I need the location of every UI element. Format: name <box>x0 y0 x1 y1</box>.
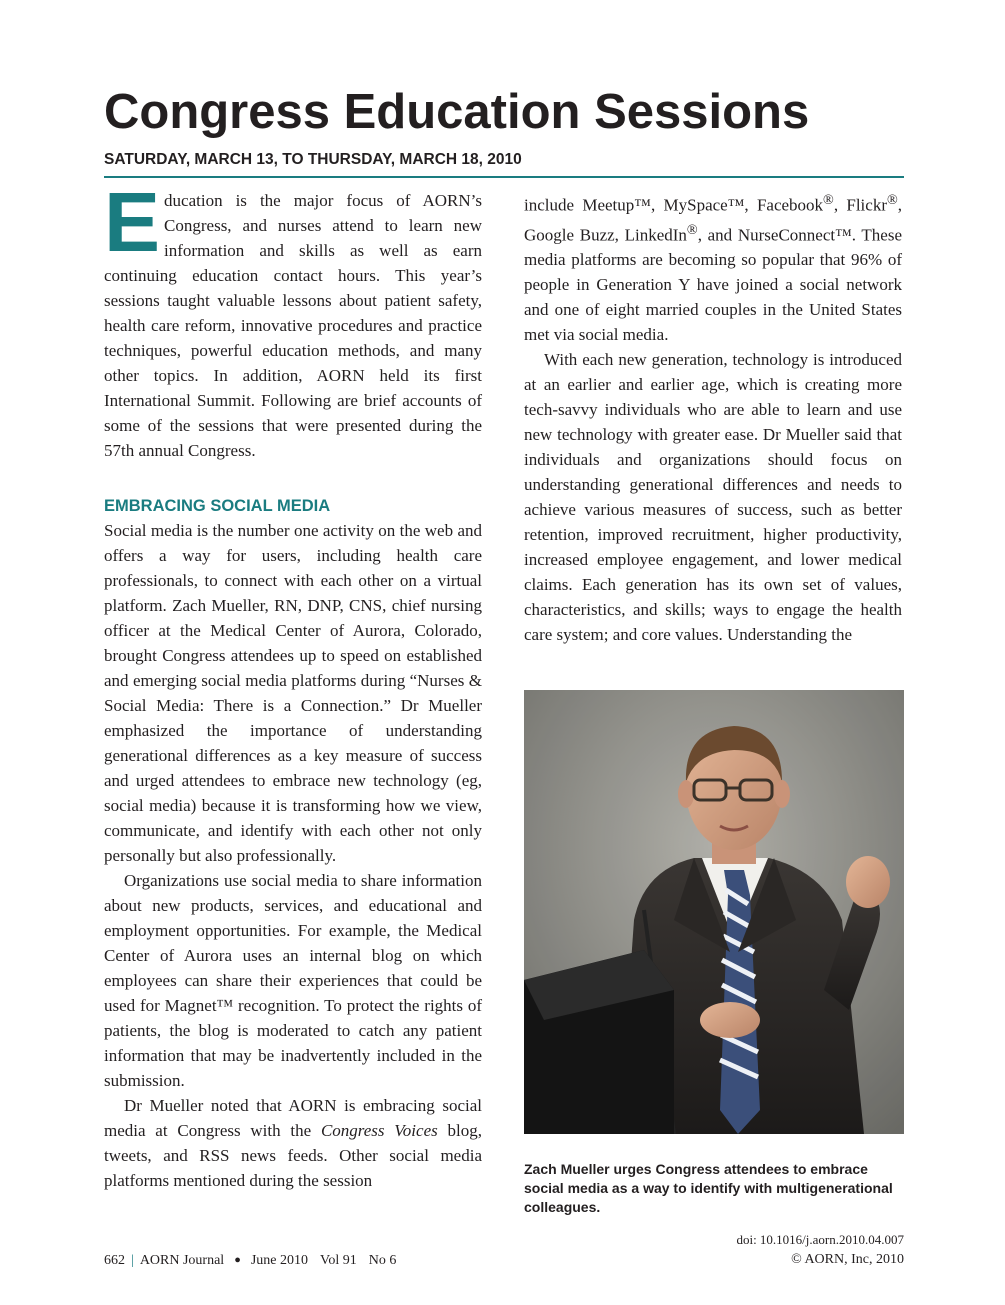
body-text: , Google Buzz, LinkedIn <box>524 195 903 245</box>
intro-paragraph <box>104 175 482 463</box>
page-footer <box>104 1250 396 1271</box>
body-text: include Meetup™, MySpace™, Facebook <box>524 195 824 215</box>
speaker-photo <box>524 690 904 1134</box>
article-title: Congress Education Sessions <box>104 85 810 139</box>
copyright: © AORN, Inc, 2010 <box>791 1252 904 1267</box>
registered-mark: ® <box>887 192 898 208</box>
registered-mark: ® <box>823 192 834 208</box>
citation-info <box>736 1230 904 1270</box>
footer-separator: | <box>131 1253 134 1268</box>
page-number: 662 <box>104 1253 125 1268</box>
speaker-photo-illustration <box>524 690 904 1134</box>
body-paragraph: Organizations use social media to share information about new products, services, and educational and employment opportunities. For example, the Medical Center of Aurora uses an internal blog on which employees can share their experiences that could be used for Magnet™ recognition. To protect the rights of patients, the blog is moderated to catch any patient information that may be inadvertently included in the submission. <box>104 871 482 1090</box>
title-divider <box>104 176 904 178</box>
body-paragraph <box>524 188 902 347</box>
intro-text: ducation is the major focus of AORN’s Congress, and nurses attend to learn new information and skills as well as earn continuing education contact hours. This year’s sessions taught valuable lessons about patient safety, health care reform, innovative procedures and practice techniques, powerful education methods, and many other topics. In addition, AORN held its first International Summit. Following are brief accounts of some of the sessions that were presented during the 57th annual Congress. <box>104 191 482 460</box>
body-text: blog, tweets, and RSS news feeds. Other social media platforms mentioned during the session <box>104 1121 482 1190</box>
body-paragraph <box>104 1093 482 1193</box>
body-text: Dr Mueller noted that AORN is embracing social media at Congress with the <box>104 1096 482 1140</box>
body-paragraph: With each new generation, technology is introduced at an earlier and earlier age, which is creating more tech-savvy individuals who are able to learn and use new technology with greater ease. Dr Mueller said that individuals and organizations should focus on understanding generational differences and needs to achieve various measures of success, such as better retention, improved recruitment, higher productivity, increased employee engagement, and lower medical claims. Each generation has its own set of values, characteristics, and skills; ways to engage the health care system; and core values. Understanding the <box>524 350 902 645</box>
volume: Vol 91 <box>320 1253 357 1268</box>
body-paragraph: Social media is the number one activity on the web and offers a way for users, including health care professionals, to connect with each other on a virtual platform. Zach Mueller, RN, DNP, CNS, chief nursing officer at the Medical Center of Aurora, Colorado, brought Congress attendees up to speed on established and emerging social media platforms during “Nurses & Social Media: There is a Connection.” Dr Mueller emphasized the importance of understanding generational differences as a key measure of success and urged attendees to embrace new technology (eg, social media) because it is transforming how we view, communicate, and identify with each other not only personally but also professionally. <box>104 521 482 865</box>
text-column-right <box>524 188 902 647</box>
issue-number: No 6 <box>368 1253 397 1268</box>
doi-link[interactable]: doi: 10.1016/j.aorn.2010.04.007 <box>736 1232 904 1247</box>
drop-cap: E <box>104 175 161 269</box>
photo-caption: Zach Mueller urges Congress attendees to embrace social media as a way to identify with multigenerational colleagues. <box>524 1161 893 1215</box>
body-text: , Flickr <box>833 195 887 215</box>
issue-date: June 2010 <box>250 1253 309 1268</box>
body-text: , and NurseConnect™. These media platforms are becoming so popular that 96% of people in Generation Y have joined a social network and one of eight married couples in the United States met via social media. <box>524 225 902 345</box>
bullet-icon: ● <box>234 1254 241 1266</box>
article-dateline: SATURDAY, MARCH 13, TO THURSDAY, MARCH 18, 2010 <box>104 151 522 168</box>
registered-mark: ® <box>686 221 698 238</box>
blog-name: Congress Voices <box>320 1121 438 1140</box>
text-column-left <box>104 175 482 1193</box>
section-heading: EMBRACING SOCIAL MEDIA <box>104 497 331 515</box>
journal-name: AORN Journal <box>139 1253 225 1268</box>
